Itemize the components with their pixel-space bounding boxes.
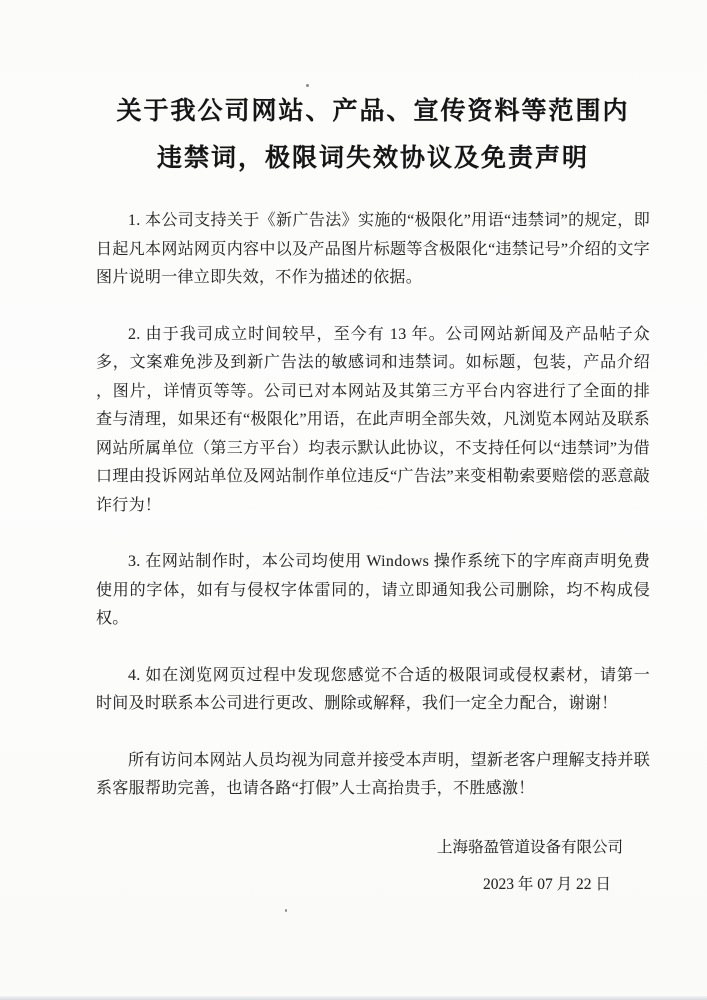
paragraph-5-closing-statement: 所有访问本网站人员均视为同意并接受本声明，望新老客户理解支持并联系客服帮助完善，也请各路“打假”人士高抬贵手，不胜感激！ — [96, 751, 650, 797]
signature-date: 2023 年 07 月 22 日 — [483, 875, 611, 893]
company-name: 上海骆盈管道设备有限公司 — [436, 838, 623, 856]
document-title — [96, 88, 650, 182]
document-title-line-1: 关于我公司网站、产品、宣传资料等范围内 — [116, 98, 630, 125]
signature-block — [410, 838, 650, 895]
scan-speck — [306, 84, 309, 87]
scan-bottom-edge-artifact — [0, 996, 707, 1000]
paragraph-3-fonts-disclaimer: 3. 在网站制作时，本公司均使用 Windows 操作系统下的字库商声明免费使用的字体，如有与侵权字体雷同的，请立即通知我公司删除，均不构成侵权。 — [96, 553, 650, 627]
scan-top-edge-artifact — [14, 5, 707, 7]
paragraph-2-site-cleanup-and-no-extortion: 2. 由于我司成立时间较早，至今有 13 年。公司网站新闻及产品帖子众多，文案难免涉及到新广告法的敏感词和违禁词。如标题，包装，产品介绍 ，图片，详情页等等。公司已对本网站及其第三方平台内容进行了全面的排查与清理，如果还有“极限化”用语，在此声明全部失效，凡浏览本网站及联系网站所属单位（第三方平台）均表示默认此协议，不支持任何以“违禁词”为借口理由投诉网站单位及网站制作单位违反“广告法”来变相勒索要赔偿的恶意敲诈行为！ — [96, 325, 650, 514]
paragraph-1-prohibited-words-invalid: 1. 本公司支持关于《新广告法》实施的“极限化”用语“违禁词”的规定，即日起凡本网站网页内容中以及产品图片标题等含极限化“违禁记号”介绍的文字图片说明一律立即失效，不作为描述的依据。 — [96, 212, 650, 286]
document-body — [96, 88, 650, 895]
document-title-line-2: 违禁词，极限词失效协议及免责声明 — [156, 145, 589, 172]
scan-speck — [285, 909, 287, 912]
paragraph-4-contact-to-correct: 4. 如在浏览网页过程中发现您感觉不合适的极限词或侵权素材，请第一时间及时联系本公司进行更改、删除或解释，我们一定全力配合，谢谢！ — [96, 666, 650, 712]
